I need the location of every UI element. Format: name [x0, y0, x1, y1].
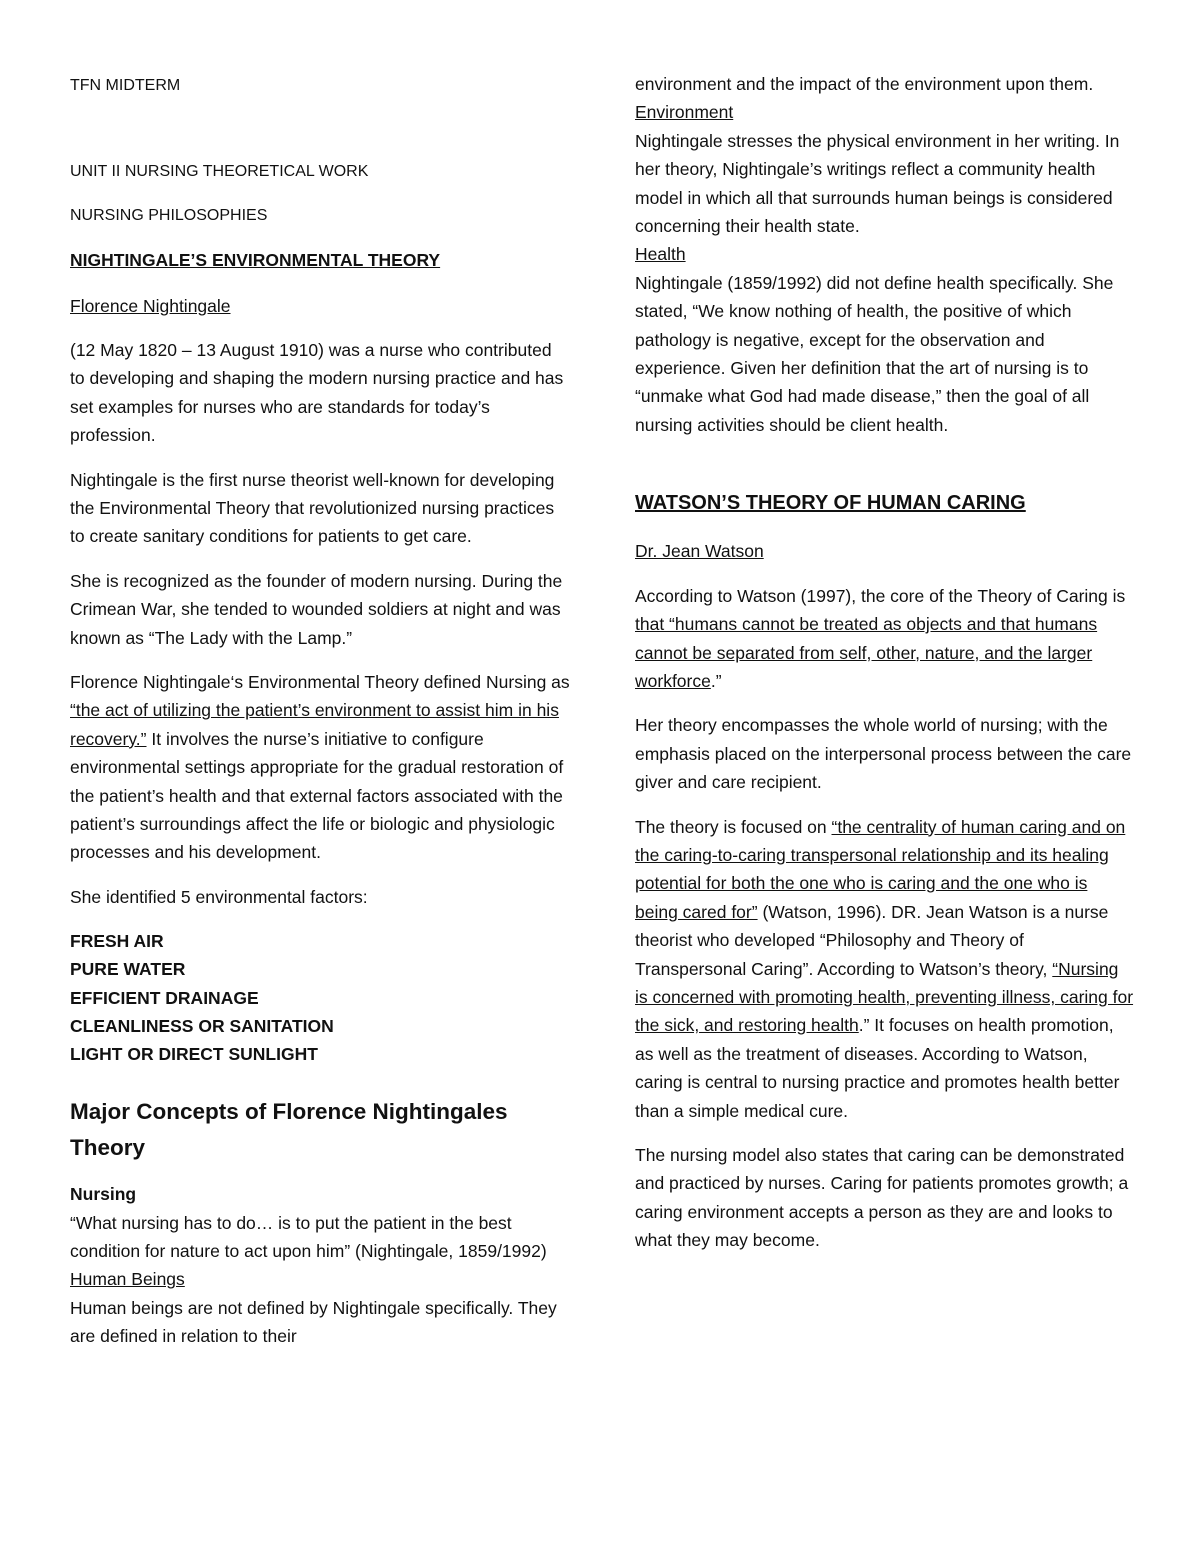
factor-item: CLEANLINESS OR SANITATION [70, 1015, 334, 1036]
founder-paragraph: She is recognized as the founder of modern nursing. During the Crimean War, she tended to wounded soldiers at night and was known as “The Lady with the Lamp.” [70, 570, 563, 648]
focused-pre: The theory is focused on [635, 816, 832, 837]
human-beings-text: Human beings are not defined by Nightingale specifically. They are defined in relation to their [70, 1297, 557, 1347]
theory1-heading: NIGHTINGALE’S ENVIRONMENTAL THEORY [70, 250, 441, 270]
core-pre: According to Watson (1997), the core of the Theory of Caring is [635, 585, 1126, 606]
core-post: .” [710, 670, 722, 691]
bio-paragraph: (12 May 1820 – 13 August 1910) was a nurse who contributed to developing and shaping the modern nursing practice and has set examples for nurses who are standards for today’s profession. [70, 339, 564, 446]
theory2-heading: WATSON’S THEORY OF HUMAN CARING [635, 492, 1026, 515]
unit-title: UNIT II NURSING THEORETICAL WORK [70, 163, 369, 180]
defined-pre: Florence Nightingale‘s Environmental Theory defined Nursing as [70, 671, 570, 692]
focused-quote1: “the centrality of human caring and on the caring-to-caring transpersonal relationship and its healing potential for both the one who is caring and the one who is being cared for” [635, 816, 1126, 922]
factor-item: LIGHT OR DIRECT SUNLIGHT [70, 1044, 318, 1065]
factor-item: FRESH AIR [70, 931, 164, 952]
focused-paragraph [635, 813, 1135, 1125]
health-label: Health [635, 244, 686, 265]
left-column [70, 70, 570, 1351]
nursing-label: Nursing [70, 1184, 137, 1205]
defined-quote: “the act of utilizing the patient’s environment to assist him in his recovery.” [70, 700, 559, 749]
core-quote: that “humans cannot be treated as objects and that humans cannot be separated from self, other, nature, and the larger workforce [635, 614, 1098, 691]
core-paragraph [635, 582, 1135, 696]
factor-item: PURE WATER [70, 959, 186, 980]
focused-mid: (Watson, 1996). DR. Jean Watson is a nurse theorist who developed “Philosophy and Theory of Transpersonal Caring”. According to Watson’s theory, [635, 901, 1109, 979]
focused-quote2: “Nursing is concerned with promoting health, preventing illness, caring for the sick, and restoring health [635, 958, 1134, 1036]
major-concepts-heading: Major Concepts of Florence Nightingales Theory [70, 1099, 508, 1161]
factors-list [70, 927, 570, 1068]
defined-paragraph [70, 668, 570, 867]
model-paragraph: The nursing model also states that caring can be demonstrated and practiced by nurses. Caring for patients promotes growth; a caring environment accepts a person as they are and looks to what they may become. [635, 1145, 1129, 1251]
factor-item: EFFICIENT DRAINAGE [70, 987, 259, 1008]
theorist2-name: Dr. Jean Watson [635, 541, 764, 562]
right-column [635, 70, 1135, 1255]
encompasses-paragraph: Her theory encompasses the whole world of nursing; with the emphasis placed on the interpersonal process between the care giver and care recipient. [635, 715, 1132, 793]
human-beings-continued: environment and the impact of the environment upon them. [635, 74, 1094, 94]
focused-post: .” It focuses on health promotion, as well as the treatment of diseases. According to Watson, caring is central to nursing practice and promotes health better than a simple medical cure. [635, 1015, 1120, 1121]
environment-label: Environment [635, 102, 734, 123]
health-text: Nightingale (1859/1992) did not define health specifically. She stated, “We know nothing of health, the positive of which pathology is negative, except for the observation and experience. Given her definition that the art of nursing is to “unmake what God had made disease,” then the goal of all nursing activities should be client health. [635, 272, 1114, 435]
environment-text: Nightingale stresses the physical environment in her writing. In her theory, Nightingale’s writings reflect a community health model in which all that surrounds human beings is considered concerning their health state. [635, 130, 1120, 237]
human-beings-label: Human Beings [70, 1269, 185, 1290]
doc-title: TFN MIDTERM [70, 77, 181, 94]
section-label: NURSING PHILOSOPHIES [70, 207, 268, 224]
defined-post: It involves the nurse’s initiative to configure environmental settings appropriate for the gradual restoration of the patient’s health and that external factors associated with the patient’s surroundings affect the life or biologic and physiologic processes and his development. [70, 728, 564, 863]
nursing-text: “What nursing has to do… is to put the patient in the best condition for nature to act upon him” (Nightingale, 1859/1992) [70, 1212, 547, 1262]
theorist1-name: Florence Nightingale [70, 295, 231, 316]
factors-intro: She identified 5 environmental factors: [70, 886, 368, 907]
first-theorist-paragraph: Nightingale is the first nurse theorist well-known for developing the Environmental Theory that revolutionized nursing practices to create sanitary conditions for patients to get care. [70, 469, 555, 547]
